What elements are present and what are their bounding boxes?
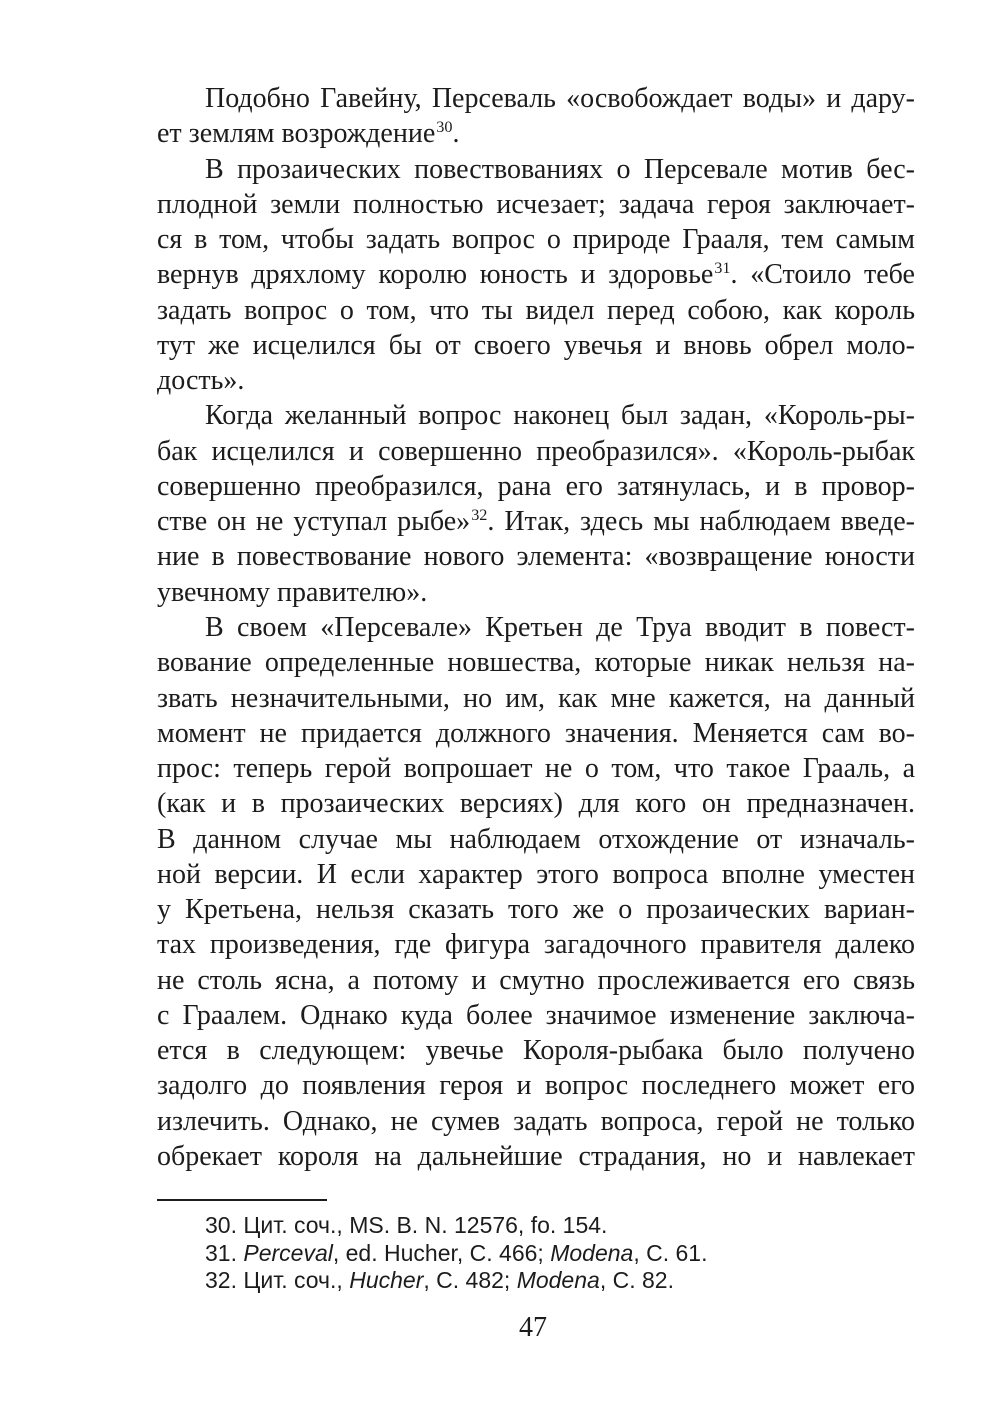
footnote-text: 31. xyxy=(205,1239,244,1266)
footnote-31 xyxy=(205,1240,915,1268)
text-line xyxy=(157,645,915,680)
paragraph xyxy=(157,152,915,399)
footnote-32 xyxy=(205,1267,915,1295)
footnote-ref-30: 30 xyxy=(436,118,453,137)
line-text: увечному правителю». xyxy=(157,576,428,608)
text-line xyxy=(157,575,915,610)
text-line xyxy=(157,116,915,151)
footnotes xyxy=(205,1212,915,1295)
footnote-text: , ed. Hucher, С. 466; xyxy=(332,1239,551,1266)
footnote-ref-32: 32 xyxy=(471,506,488,525)
paragraph xyxy=(157,398,915,610)
text-line xyxy=(157,328,915,363)
text-line xyxy=(157,892,915,927)
line-text-segment: . xyxy=(452,118,460,150)
line-text: тах произведения, где фигура загадочного правителя далеко xyxy=(157,929,915,961)
line-text: не столь ясна, а потому и смутно прослеживается его связь xyxy=(157,964,915,996)
text-line xyxy=(157,998,915,1033)
footnote-30 xyxy=(205,1212,915,1240)
footnote-text: , С. 82. xyxy=(599,1267,674,1293)
footnote-text: , С. 482; xyxy=(423,1267,517,1293)
text-line xyxy=(157,822,915,857)
line-text-segment: . Итак, здесь мы наблюдаем введе- xyxy=(487,506,915,538)
footnote-title: Modena xyxy=(550,1239,634,1266)
line-text xyxy=(157,259,915,290)
line-text: момент не придается должного значения. Меняется сам во- xyxy=(157,717,915,749)
line-text: с Граалем. Однако куда более значимое изменение заключа- xyxy=(157,999,915,1031)
text-line xyxy=(157,398,915,433)
line-text: совершенно преобразился, рана его затянулась, и в провор- xyxy=(157,470,915,502)
footnote-title: Modena xyxy=(516,1267,600,1293)
line-text-segment: ет землям возрождение xyxy=(157,118,436,150)
text-line xyxy=(157,1139,915,1174)
line-text: В прозаических повествованиях о Персевале мотив бес- xyxy=(205,153,915,185)
line-text: ние в повествование нового элемента: «возвращение юности xyxy=(157,541,915,573)
line-text: ся в том, чтобы задать вопрос о природе Грааля, тем самым xyxy=(157,224,915,256)
footnote-title: Hucher xyxy=(349,1267,424,1293)
line-text-segment: . «Стоило тебе xyxy=(730,259,915,291)
page-number: 47 xyxy=(519,1312,547,1343)
text-line xyxy=(157,681,915,716)
line-text: задать вопрос о том, что ты видел перед собою, как король xyxy=(157,294,915,326)
line-text: Подобно Гавейну, Персеваль «освобождает воды» и дару- xyxy=(205,83,915,114)
footnote-ref-31: 31 xyxy=(714,259,731,278)
line-text-segment: стве он не уступал рыбе» xyxy=(157,506,471,538)
text-line xyxy=(157,857,915,892)
paragraph xyxy=(157,610,915,1174)
text-line xyxy=(157,293,915,328)
text-line xyxy=(157,469,915,504)
text-line xyxy=(157,1068,915,1103)
line-text: (как и в прозаических версиях) для кого он предназначен. xyxy=(157,788,915,820)
line-text: бак исцелился и совершенно преобразился». «Король-рыбак xyxy=(157,435,915,467)
line-text: прос: теперь герой вопрошает не о том, что такое Грааль, а xyxy=(157,753,915,785)
text-line xyxy=(157,81,915,116)
footnote-text: 30. Цит. соч., MS. B. N. 12576, fo. 154. xyxy=(205,1212,608,1238)
line-text: Когда желанный вопрос наконец был задан, «Король-ры- xyxy=(205,400,915,432)
line-text-segment: вернув дряхлому королю юность и здоровье xyxy=(157,259,714,291)
text-line xyxy=(157,786,915,821)
text-line xyxy=(157,504,915,539)
text-line xyxy=(157,610,915,645)
line-text: ется в следующем: увечье Короля-рыбака было получено xyxy=(157,1035,915,1067)
line-text: тут же исцелился бы от своего увечья и вновь обрел моло- xyxy=(157,329,915,361)
line-text: у Кретьена, нельзя сказать того же о прозаических вариан- xyxy=(157,894,915,926)
text-line xyxy=(157,363,915,398)
text-line xyxy=(157,927,915,962)
text-line xyxy=(157,539,915,574)
line-text: плодной земли полностью исчезает; задача героя заключает- xyxy=(157,188,915,220)
footnote-text: , С. 61. xyxy=(633,1239,708,1266)
line-text: В своем «Персевале» Кретьен де Труа вводит в повест- xyxy=(205,611,915,643)
text-line xyxy=(157,222,915,257)
text-line xyxy=(157,963,915,998)
text-line xyxy=(157,1104,915,1139)
text-line xyxy=(157,751,915,786)
text-line xyxy=(157,716,915,751)
line-text xyxy=(157,506,915,537)
footnote-title: Perceval xyxy=(243,1239,333,1266)
line-text: излечить. Однако, не сумев задать вопроса, герой не только xyxy=(157,1105,915,1137)
body-text xyxy=(157,81,915,1174)
text-line xyxy=(157,257,915,292)
paragraph xyxy=(157,81,915,152)
footnote-separator xyxy=(157,1199,327,1201)
line-text: обрекает короля на дальнейшие страдания, но и навлекает xyxy=(157,1140,915,1172)
text-line xyxy=(157,187,915,222)
text-line xyxy=(157,152,915,187)
text-line xyxy=(157,1033,915,1068)
line-text: звать незначительными, но им, как мне кажется, на данный xyxy=(157,682,915,714)
line-text: дость». xyxy=(157,365,245,397)
line-text: В данном случае мы наблюдаем отхождение от изначаль- xyxy=(157,823,915,855)
line-text: ной версии. И если характер этого вопроса вполне уместен xyxy=(157,858,915,890)
text-line xyxy=(157,434,915,469)
line-text: вование определенные новшества, которые никак нельзя на- xyxy=(157,647,915,679)
line-text: задолго до появления героя и вопрос последнего может его xyxy=(157,1070,915,1102)
footnote-text: 32. Цит. соч., xyxy=(205,1267,350,1293)
line-text xyxy=(157,118,459,149)
